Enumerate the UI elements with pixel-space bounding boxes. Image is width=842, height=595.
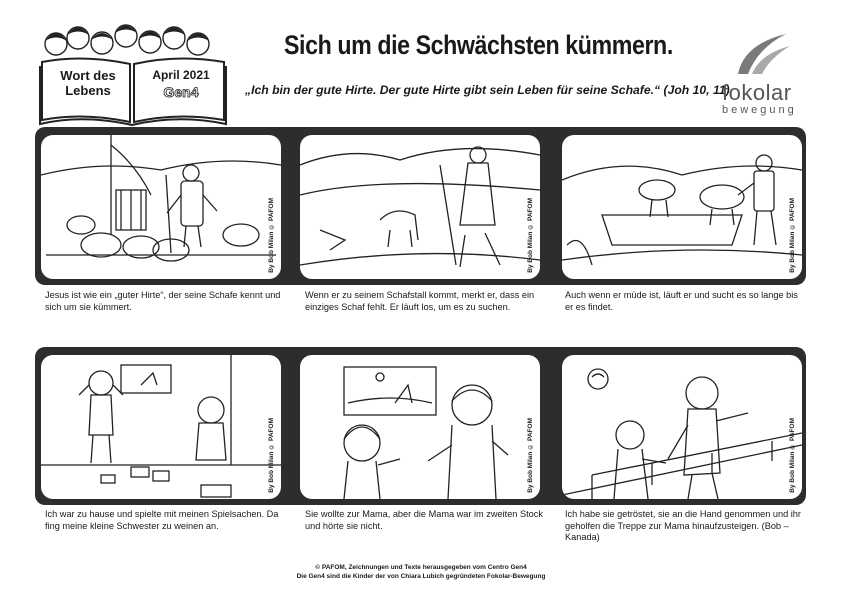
logo-title bbox=[48, 68, 128, 98]
caption-panel-3: Auch wenn er müde ist, läuft er und sucht es so lange bis er es findet. bbox=[565, 290, 798, 312]
panel-shepherd-finds-sheep bbox=[562, 135, 802, 279]
wort-des-lebens-logo bbox=[38, 14, 228, 126]
comic-strip-bottom bbox=[35, 347, 806, 505]
footer-copyright: © PAFOM, Zeichnungen und Texte herausgegeben vom Centro Gen4 bbox=[315, 564, 527, 571]
bible-quote: „Ich bin der gute Hirte. Der gute Hirte gibt sein Leben für seine Schafe.“ (Joh 10, 11) bbox=[245, 83, 730, 97]
caption-panel-4: Ich war zu hause und spielte mit meinen Spielsachen. Da fing meine kleine Schwester zu weinen an. bbox=[45, 509, 279, 531]
panel-shepherd-walking bbox=[300, 135, 540, 279]
children-talking-drawing bbox=[300, 355, 540, 499]
panel-children-talking bbox=[300, 355, 540, 499]
page-title: Sich um die Schwächsten kümmern. bbox=[284, 30, 673, 60]
fokolar-logo bbox=[716, 30, 816, 120]
footer-description: Die Gen4 sind die Kinder der von Chiara Lubich gegründeten Fokolar-Bewegung bbox=[296, 573, 546, 580]
gen4-label: Gen4 bbox=[163, 84, 199, 100]
panel-credit: By Bob Milan © PAFOM bbox=[789, 418, 796, 493]
caption-panel-6: Ich habe sie getröstet, sie an die Hand genommen und ihr geholfen die Treppe zur Mama hinaufzusteigen. (Bob – Kanada) bbox=[565, 509, 801, 542]
shepherd-finds-sheep-drawing bbox=[562, 135, 802, 279]
logo-line-1: Wort des bbox=[60, 68, 116, 83]
comic-strip-top bbox=[35, 127, 806, 285]
shepherd-sheep-drawing bbox=[41, 135, 281, 279]
footer bbox=[0, 563, 842, 581]
caption-panel-2: Wenn er zu seinem Schafstall kommt, merkt er, dass ein einziges Schaf fehlt. Er läuft los, um es zu suchen. bbox=[305, 290, 535, 312]
panel-shepherd-sheep bbox=[41, 135, 281, 279]
panel-credit: By Bob Milan © PAFOM bbox=[527, 198, 534, 273]
playing-sister-drawing bbox=[41, 355, 281, 499]
panel-credit: By Bob Milan © PAFOM bbox=[268, 198, 275, 273]
shepherd-walking-drawing bbox=[300, 135, 540, 279]
panel-helping-stairs bbox=[562, 355, 802, 499]
caption-panel-1: Jesus ist wie ein „guter Hirte“, der seine Schafe kennt und sich um sie kümmert. bbox=[45, 290, 281, 312]
issue-date: April 2021 bbox=[152, 68, 210, 82]
panel-credit: By Bob Milan © PAFOM bbox=[789, 198, 796, 273]
panel-playing-sister-crying bbox=[41, 355, 281, 499]
helping-stairs-drawing bbox=[562, 355, 802, 499]
panel-credit: By Bob Milan © PAFOM bbox=[268, 418, 275, 493]
caption-panel-5: Sie wollte zur Mama, aber die Mama war im zweiten Stock und hörte sie nicht. bbox=[305, 509, 543, 531]
logo-line-2: Lebens bbox=[65, 83, 111, 98]
brand-subtitle: bewegung bbox=[722, 104, 797, 116]
panel-credit: By Bob Milan © PAFOM bbox=[527, 418, 534, 493]
swoosh-icon bbox=[734, 30, 794, 78]
brand-name: fokolar bbox=[722, 80, 792, 105]
